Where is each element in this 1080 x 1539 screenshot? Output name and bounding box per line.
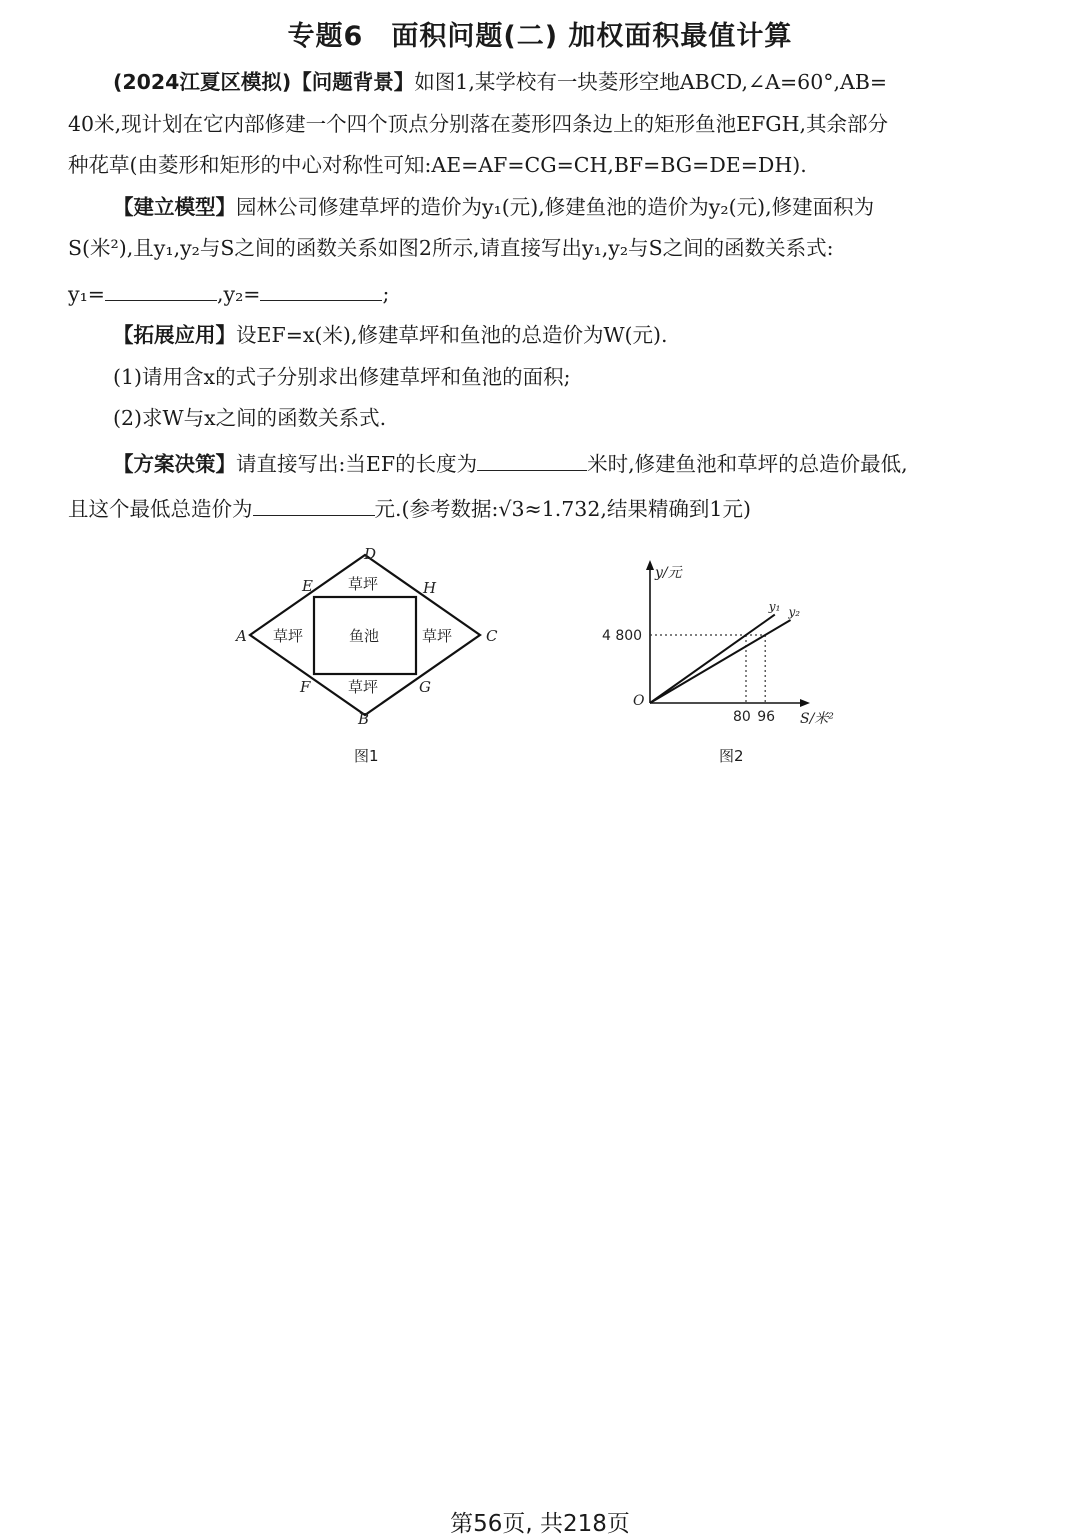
x-tick-label-96: 96 xyxy=(757,709,776,725)
y1-answer-blank[interactable] xyxy=(105,270,217,301)
y-axis-arrow xyxy=(646,560,654,570)
vertex-g: G xyxy=(419,678,431,696)
problem-source: (2024江夏区模拟) xyxy=(113,70,292,94)
background-paragraph xyxy=(68,62,1008,187)
origin-label: O xyxy=(633,693,645,709)
vertex-d: D xyxy=(364,545,377,563)
extension-paragraph xyxy=(68,315,1008,357)
vertex-c: C xyxy=(486,627,498,645)
grass-label-right: 草坪 xyxy=(422,627,453,645)
y2-answer-blank[interactable] xyxy=(260,270,382,301)
decision-text-2: 米时,修建鱼池和草坪的总造价最低, xyxy=(587,451,908,476)
decision-text-3: 且这个最低总造价为 xyxy=(68,497,253,521)
y-axis-label: y/元 xyxy=(655,565,682,581)
page-title: 专题6 面积问题(二) 加权面积最值计算 xyxy=(287,21,793,52)
background-tag: 【问题背景】 xyxy=(291,70,415,94)
decision-paragraph xyxy=(68,440,1008,531)
series-label-2: y₂ xyxy=(788,605,801,620)
pond-label: 鱼池 xyxy=(349,627,380,645)
extension-tag: 【拓展应用】 xyxy=(113,323,236,347)
background-text-1: 如图1,某学校有一块菱形空地ABCD,∠A=60°,AB= xyxy=(414,70,888,94)
vertex-b: B xyxy=(358,710,370,728)
series-label-1: y₁ xyxy=(768,599,781,614)
grass-label-left: 草坪 xyxy=(273,627,304,645)
grass-label-top: 草坪 xyxy=(348,575,379,593)
chart-marks xyxy=(602,600,800,725)
x-axis-label: S/米² xyxy=(800,711,834,727)
series-line-2 xyxy=(650,620,791,703)
figure-1-caption: 图1 xyxy=(354,747,379,765)
model-paragraph xyxy=(68,187,1008,316)
series-line-1 xyxy=(650,615,775,703)
x-axis-arrow xyxy=(800,699,810,707)
question-1: (1)请用含x的式子分别求出修建草坪和鱼池的面积; xyxy=(113,364,571,389)
problem-body xyxy=(68,62,1008,531)
x-tick-label-80: 80 xyxy=(733,709,751,725)
question-2: (2)求W与x之间的函数关系式. xyxy=(113,406,387,430)
figure-1-rhombus xyxy=(230,540,510,735)
y2-label: ,y₂= xyxy=(216,281,261,306)
min-cost-blank[interactable] xyxy=(253,485,375,516)
decision-text-1: 请直接写出:当EF的长度为 xyxy=(236,451,478,476)
vertex-f: F xyxy=(300,678,311,696)
figure-2-chart xyxy=(600,555,850,740)
model-tag: 【建立模型】 xyxy=(113,194,236,219)
decision-tag: 【方案决策】 xyxy=(113,451,236,476)
figure-2-caption: 图2 xyxy=(719,747,744,765)
vertex-a: A xyxy=(236,627,247,645)
background-text-2: 40米,现计划在它内部修建一个四个顶点分别落在菱形四条边上的矩形鱼池EFGH,其余部分 xyxy=(68,111,889,136)
semicolon: ; xyxy=(382,281,390,306)
y-tick-label-4800: 4 800 xyxy=(602,628,643,644)
ef-length-blank[interactable] xyxy=(477,440,587,471)
y1-label: y₁= xyxy=(68,281,105,306)
page-footer: 第56页, 共218页 xyxy=(450,1511,630,1537)
grass-label-bottom: 草坪 xyxy=(348,678,379,696)
vertex-e: E xyxy=(302,577,313,595)
decision-text-4: 元.(参考数据:√3≈1.732,结果精确到1元) xyxy=(374,497,751,521)
background-text-3: 种花草(由菱形和矩形的中心对称性可知:AE=AF=CG=CH,BF=BG=DE=DH). xyxy=(68,153,807,177)
model-text-1: 园林公司修建草坪的造价为y₁(元),修建鱼池的造价为y₂(元),修建面积为 xyxy=(236,194,875,219)
vertex-h: H xyxy=(423,579,437,597)
extension-text: 设EF=x(米),修建草坪和鱼池的总造价为W(元). xyxy=(236,323,668,347)
model-text-2: S(米²),且y₁,y₂与S之间的函数关系如图2所示,请直接写出y₁,y₂与S之间的函数关系式: xyxy=(68,236,834,260)
